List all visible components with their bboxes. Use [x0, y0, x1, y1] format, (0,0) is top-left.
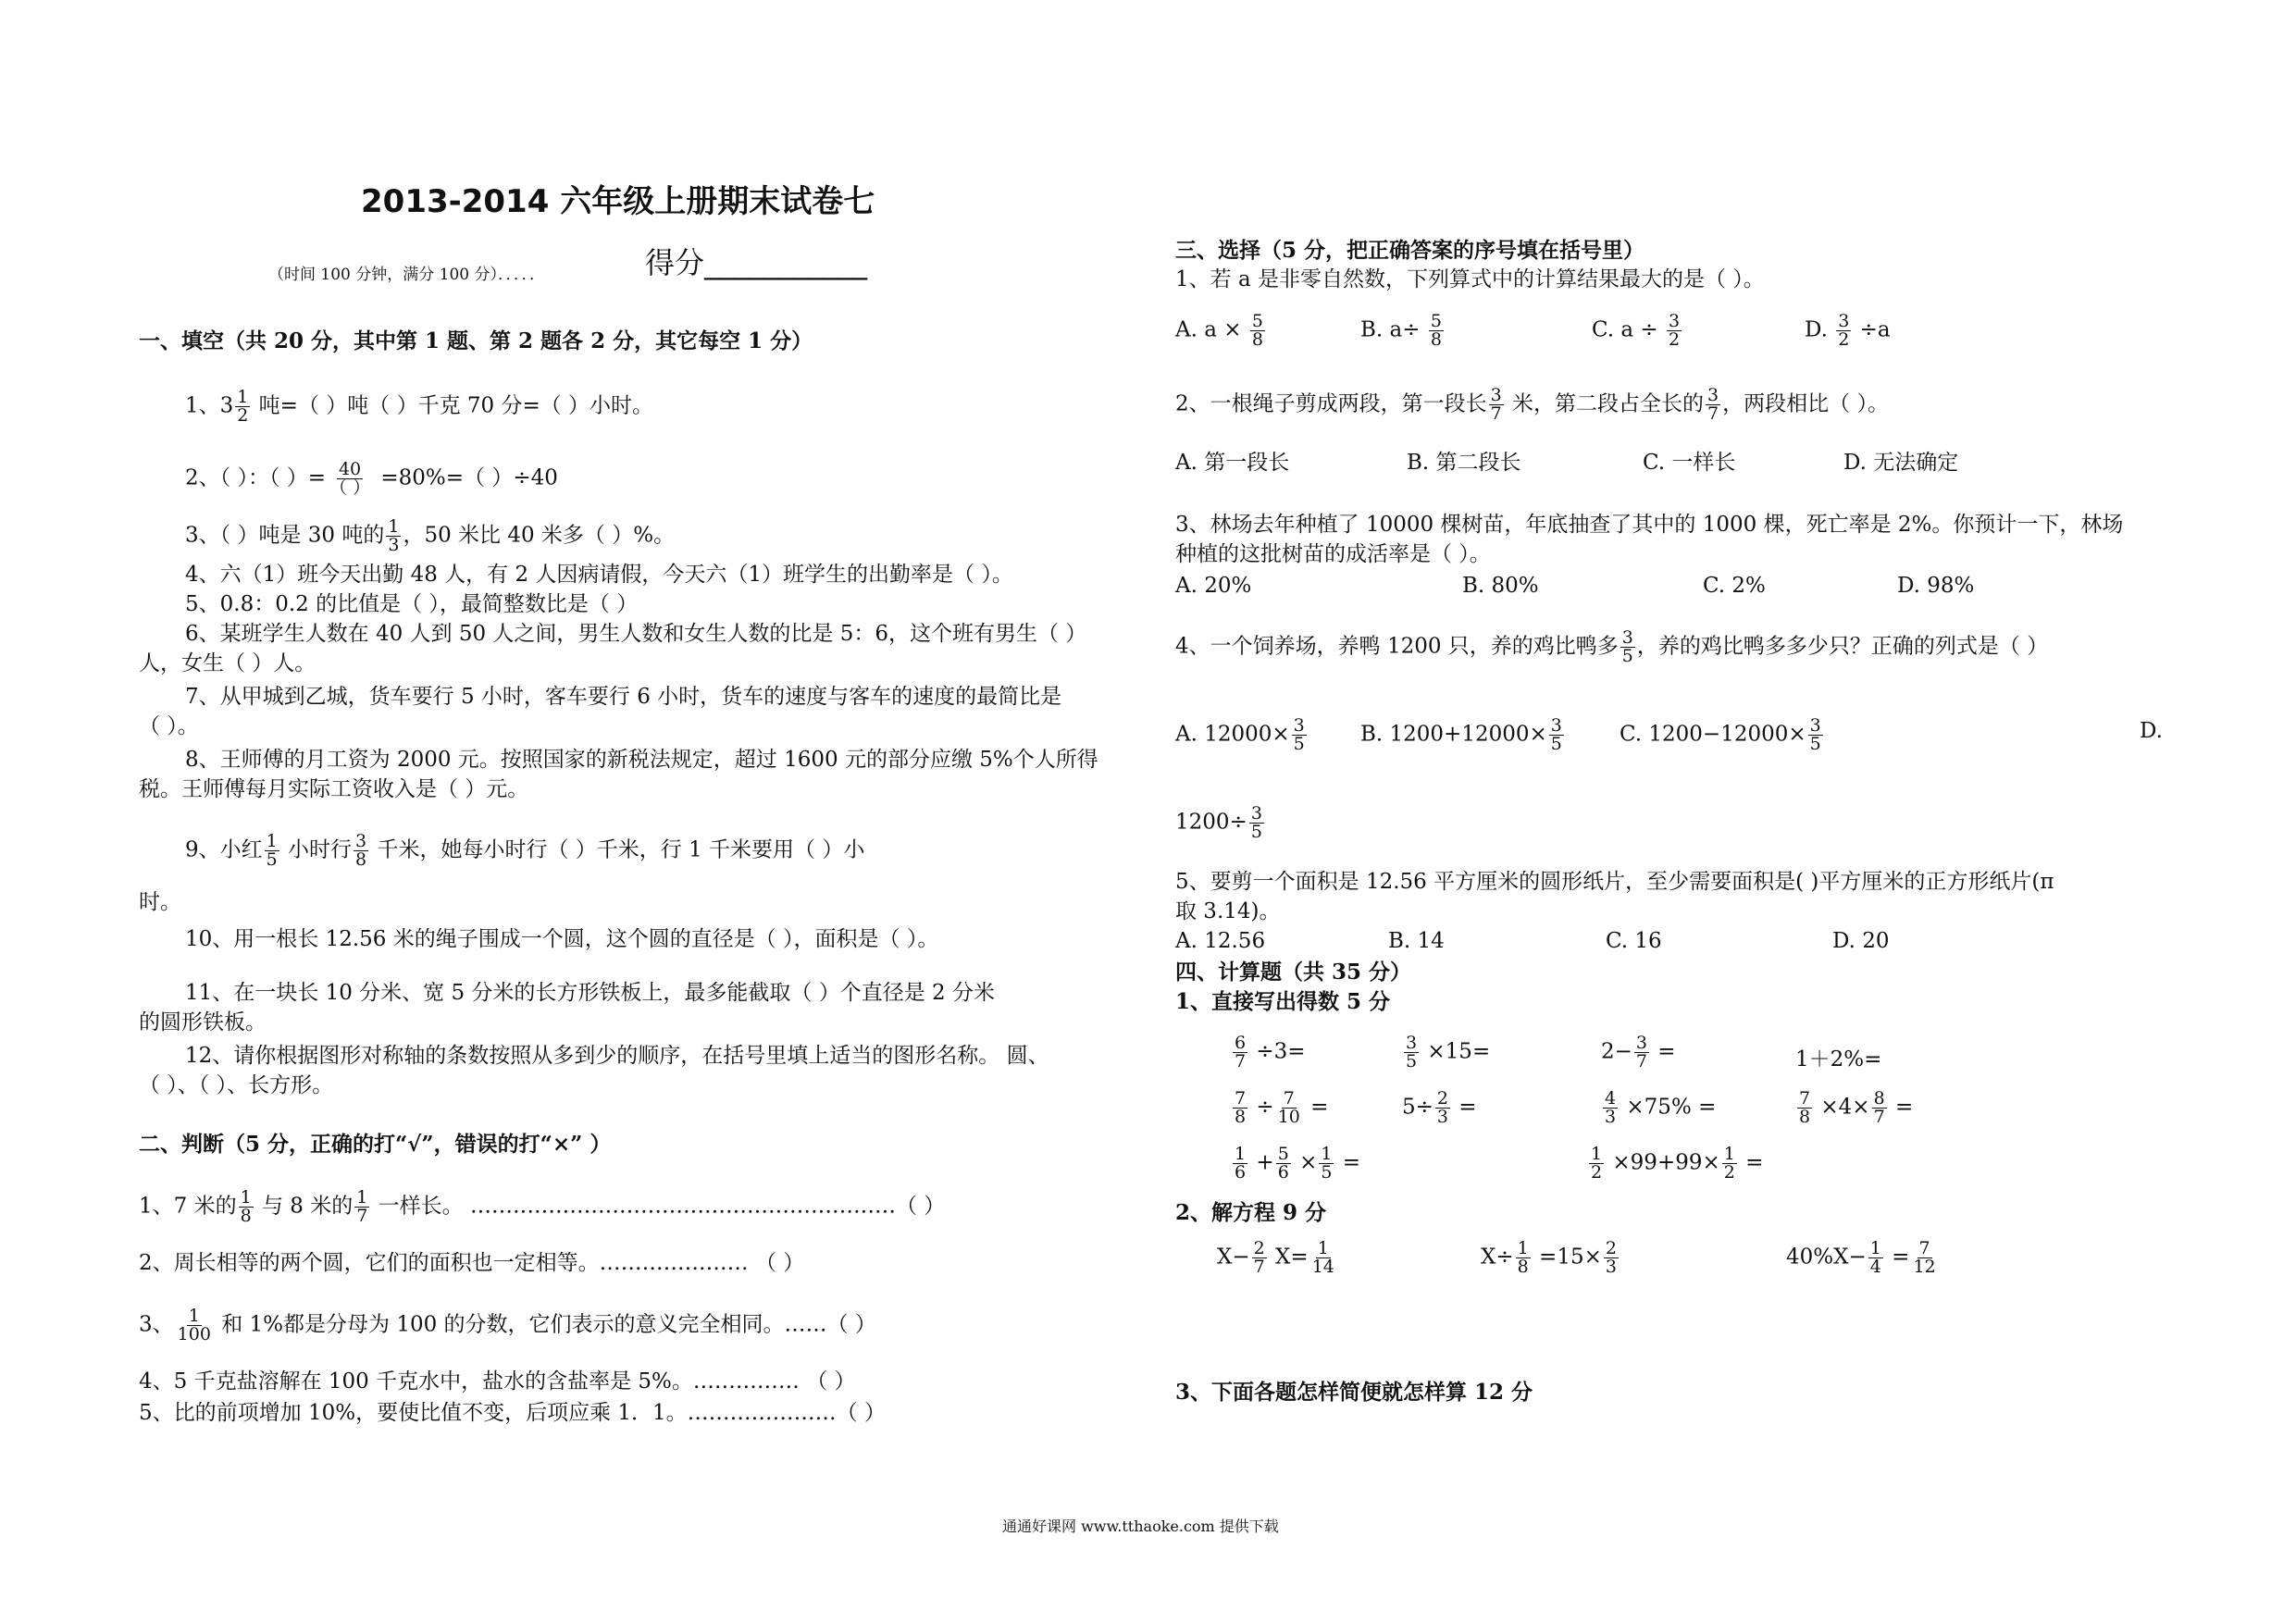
- s1-q5: 5、0.8：0.2 的比值是（ ），最简整数比是（ ）: [185, 592, 639, 616]
- option-d: D. 98%: [1897, 574, 1975, 598]
- fraction: $\frac{3}{8}$: [355, 831, 367, 870]
- calc-1-3: 2− $\frac{3}{7}$ =: [1601, 1033, 1676, 1072]
- calc-2-2: 5÷ $\frac{2}{3}$ =: [1402, 1088, 1477, 1127]
- s1-q6-line2: 人，女生（ ）人。: [139, 651, 316, 675]
- equation-3: 40%X− $\frac{1}{4}$ = $\frac{7}{12}$: [1786, 1238, 1936, 1277]
- option-a: A. 12.56: [1175, 929, 1266, 953]
- s1-q12-line2: （ ）、（ ）、长方形。: [139, 1073, 334, 1097]
- fraction: $\frac{1}{3}$: [388, 516, 400, 555]
- s4-sub1: 1、直接写出得数 5 分: [1175, 989, 1391, 1014]
- equation-1: X− $\frac{2}{7}$ X= $\frac{1}{14}$: [1217, 1238, 1334, 1277]
- calc-2-4: $\frac{7}{8}$ ×4× $\frac{8}{7}$ =: [1799, 1088, 1914, 1127]
- s1-q7-line1: 7、从甲城到乙城，货车要行 5 小时，客车要行 6 小时，货车的速度与客车的速度的最简比是: [185, 685, 1062, 709]
- s2-q1: 1、7 米的 $\frac{1}{8}$ 与 8 米的 $\frac{1}{7}$ 一样长。 ……………………………………………………（ ）: [139, 1187, 946, 1226]
- option-d: D. 无法确定: [1843, 451, 1959, 475]
- option-c: C. 16: [1606, 929, 1662, 953]
- option-a: A. 20%: [1175, 574, 1252, 598]
- option-c: C. 2%: [1703, 574, 1766, 598]
- calc-1-1: $\frac{6}{7}$ ÷3=: [1235, 1033, 1306, 1072]
- calc-2-3: $\frac{4}{3}$ ×75% =: [1605, 1088, 1717, 1127]
- s3-q5-line2: 取 3.14)。: [1175, 899, 1281, 923]
- s1-q7-line2: （ ）。: [139, 714, 199, 738]
- s1-q4: 4、六（1）班今天出勤 48 人，有 2 人因病请假，今天六（1）班学生的出勤率是（ ）。: [185, 563, 1013, 587]
- s1-q3: 3、（ ）吨是 30 吨的 $\frac{1}{3}$ ，50 米比 40 米多（ ）%。: [185, 516, 676, 555]
- equation-2: X÷ $\frac{1}{8}$ =15× $\frac{2}{3}$: [1481, 1238, 1617, 1277]
- s2-q3: 3、 $\frac{1}{100}$ 和 1%都是分母为 100 的分数，它们表示的意义完全相同。……（ ）: [139, 1306, 876, 1344]
- s1-q10: 10、用一根长 12.56 米的绳子围成一个圆，这个圆的直径是（ ），面积是（ ）。: [185, 927, 939, 951]
- s3-q5-line1: 5、要剪一个面积是 12.56 平方厘米的圆形纸片，至少需要面积是( )平方厘米的正方形纸片(π: [1175, 870, 2054, 894]
- s3-q4-option-d-value: 1200÷ $\frac{3}{5}$: [1175, 803, 1262, 842]
- option-d: D. 20: [1832, 929, 1890, 953]
- s3-q3-line1: 3、林场去年种植了 10000 棵树苗，年底抽查了其中的 1000 棵，死亡率是 2%。你预计一下，林场: [1175, 513, 2124, 537]
- calc-1-4: 1＋2%=: [1795, 1047, 1882, 1072]
- s2-q5: 5、比的前项增加 10%，要使比值不变，后项应乘 1．1。…………………（ ）: [139, 1401, 886, 1425]
- s1-q2: 2、（ ）：（ ）= $\frac{40}{( )}$ =80%=（ ）÷40: [185, 459, 558, 498]
- page-title: 2013-2014 六年级上册期末试卷七: [361, 183, 875, 220]
- section3-heading: 三、选择（5 分，把正确答案的序号填在括号里）: [1175, 238, 1645, 263]
- s2-q4: 4、5 千克盐溶解在 100 千克水中，盐水的含盐率是 5%。…………… （ ）: [139, 1369, 856, 1394]
- s1-q9-line2: 时。: [139, 890, 181, 914]
- calc-3-1: $\frac{1}{6}$ + $\frac{5}{6}$ × $\frac{1}{5}$ =: [1235, 1144, 1361, 1183]
- s1-q6-line1: 6、某班学生人数在 40 人到 50 人之间，男生人数和女生人数的比是 5：6，这个班有男生（ ）: [185, 622, 1087, 646]
- option-b: B. 80%: [1462, 574, 1539, 598]
- option-b: B. 1200+12000× $\frac{3}{5}$: [1360, 715, 1562, 754]
- fraction: $\frac{1}{5}$: [266, 831, 278, 870]
- s4-sub2: 2、解方程 9 分: [1175, 1200, 1327, 1225]
- score-field: 得分___________: [645, 245, 868, 280]
- s1-q12-line1: 12、请你根据图形对称轴的条数按照从多到少的顺序，在括号里填上适当的图形名称。 圆、: [185, 1044, 1049, 1068]
- section4-heading: 四、计算题（共 35 分）: [1175, 960, 1412, 985]
- s3-q4: 4、一个饲养场，养鸭 1200 只，养的鸡比鸭多 $\frac{3}{5}$ ，养的鸡比鸭多多少只？正确的列式是（ ）: [1175, 627, 2049, 666]
- s1-q9: 9、小红 $\frac{1}{5}$ 小时行 $\frac{3}{8}$ 千米，她每小时行（ ）千米，行 1 千米要用（ ）小: [185, 831, 865, 870]
- calc-2-1: $\frac{7}{8}$ ÷ $\frac{7}{10}$ =: [1235, 1088, 1329, 1127]
- s1-q11-line1: 11、在一块长 10 分米、宽 5 分米的长方形铁板上，最多能截取（ ）个直径是 2 分米: [185, 981, 995, 1005]
- exam-subtitle: （时间 100 分钟，满分 100 分）．．．．．: [268, 266, 546, 284]
- option-a: A. 第一段长: [1175, 451, 1290, 475]
- s3-q2: 2、一根绳子剪成两段，第一段长 $\frac{3}{7}$ 米，第二段占全长的 $\frac{3}{7}$ ，两段相比（ ）。: [1175, 385, 1889, 424]
- option-a: A. 12000× $\frac{3}{5}$: [1175, 715, 1305, 754]
- option-c: C. 一样长: [1643, 451, 1736, 475]
- s1-q8-line1: 8、王师傅的月工资为 2000 元。按照国家的新税法规定，超过 1600 元的部分应缴 5%个人所得: [185, 748, 1098, 772]
- option-b: B. a÷ $\frac{5}{8}$: [1360, 311, 1442, 350]
- fraction: $\frac{1}{100}$: [177, 1306, 211, 1344]
- option-b: B. 14: [1388, 929, 1445, 953]
- calc-1-2: $\frac{3}{5}$ ×15=: [1406, 1033, 1491, 1072]
- s1-q8-line2: 税。王师傅每月实际工资收入是（ ）元。: [139, 777, 529, 801]
- s3-q3-line2: 种植的这批树苗的成活率是（ ）。: [1175, 542, 1491, 566]
- s2-q2: 2、周长相等的两个圆，它们的面积也一定相等。………………… （ ）: [139, 1251, 805, 1275]
- option-c: C. a ÷ $\frac{3}{2}$: [1592, 311, 1681, 350]
- fraction: $\frac{1}{2}$: [237, 387, 249, 426]
- s4-sub3: 3、下面各题怎样简便就怎样算 12 分: [1175, 1380, 1533, 1405]
- option-b: B. 第二段长: [1407, 451, 1521, 475]
- fraction: $\frac{40}{( )}$: [329, 459, 371, 498]
- option-a: A. a × $\frac{5}{8}$: [1175, 311, 1263, 350]
- option-d: D. $\frac{3}{2}$ ÷a: [1805, 311, 1891, 350]
- option-c: C. 1200−12000× $\frac{3}{5}$: [1620, 715, 1821, 754]
- s1-q1: 1、3 $\frac{1}{2}$ 吨=（ ）吨（ ）千克 70 分=（ ）小时。: [185, 387, 654, 426]
- fraction: $\frac{1}{8}$: [240, 1187, 252, 1226]
- s1-q11-line2: 的圆形铁板。: [139, 1010, 267, 1035]
- option-d: D.: [2140, 719, 2163, 743]
- calc-3-2: $\frac{1}{2}$ ×99+99× $\frac{1}{2}$ =: [1591, 1144, 1764, 1183]
- fraction: $\frac{1}{7}$: [356, 1187, 368, 1226]
- s3-q1: 1、若 a 是非零自然数，下列算式中的计算结果最大的是（ ）。: [1175, 267, 1765, 291]
- section2-heading: 二、判断（5 分，正确的打“√”，错误的打“×” ）: [139, 1132, 612, 1157]
- page-footer: 通通好课网 www.tthaoke.com 提供下载: [1002, 1518, 1279, 1535]
- section1-heading: 一、填空（共 20 分，其中第 1 题、第 2 题各 2 分，其它每空 1 分）: [139, 328, 813, 353]
